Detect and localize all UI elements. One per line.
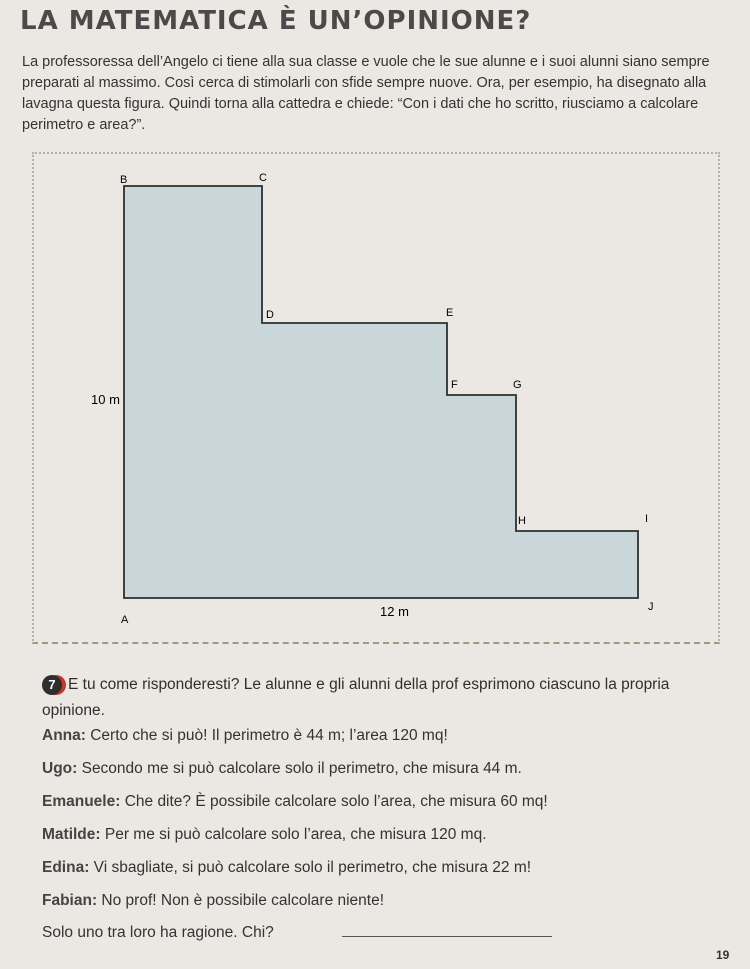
opinion-text: No prof! Non è possibile calcolare niente! — [97, 892, 385, 909]
opinion-name: Anna: — [42, 727, 86, 744]
staircase-polygon — [124, 186, 638, 598]
page-number: 19 — [716, 948, 730, 962]
opinion-name: Ugo: — [42, 760, 78, 777]
vertex-label-g: G — [513, 379, 522, 391]
opinion-text: Che dite? È possibile calcolare solo l’area, che misura 60 mq! — [120, 793, 548, 810]
opinion-edina — [42, 858, 732, 878]
opinions-list — [42, 726, 732, 924]
opinion-name: Fabian: — [42, 892, 98, 909]
opinion-text: Secondo me si può calcolare solo il perimetro, che misura 44 m. — [77, 760, 522, 777]
vertex-label-i: I — [645, 513, 649, 525]
dimension-left-label: 10 m — [91, 392, 120, 407]
vertex-label-c: C — [259, 172, 267, 184]
opinion-name: Emanuele: — [42, 793, 121, 810]
question-prompt — [42, 672, 732, 724]
page-title: LA MATEMATICA È UN’OPINIONE? — [20, 6, 532, 36]
opinion-text: Per me si può calcolare solo l’area, che misura 120 mq. — [100, 826, 487, 843]
vertex-label-d: D — [266, 309, 274, 321]
intro-paragraph: La professoressa dell’Angelo ci tiene alla sua classe e vuole che le sue alunne e i suoi alunni siano sempre preparati al massimo. Così cerca di stimolarli con sfide sempre nuove. Ora, per esempio, ha disegnato alla lavagna questa figura. Quindi torna alla cattedra e chiede: “Con i dati che ho scritto, riusciamo a calcolare perimetro e area?”. — [22, 54, 710, 133]
opinion-matilde — [42, 825, 732, 845]
opinion-name: Edina: — [42, 859, 90, 876]
opinion-fabian — [42, 891, 732, 911]
opinion-name: Matilde: — [42, 826, 101, 843]
question-text: E tu come risponderesti? Le alunne e gli alunni della prof esprimono ciascuno la propria opinione. — [42, 676, 670, 719]
answer-line[interactable] — [342, 936, 552, 937]
opinion-text: Certo che si può! Il perimetro è 44 m; l’area 120 mq! — [85, 727, 448, 744]
opinion-text: Vi sbagliate, si può calcolare solo il perimetro, che misura 22 m! — [89, 859, 532, 876]
vertex-label-a: A — [121, 614, 129, 626]
vertex-label-h: H — [518, 515, 526, 527]
dimension-bottom-label: 12 m — [380, 604, 409, 619]
question-number-badge: 7 — [42, 675, 62, 695]
vertex-label-e: E — [446, 307, 454, 319]
opinion-ugo — [42, 759, 732, 779]
vertex-label-f: F — [451, 379, 458, 391]
opinion-anna — [42, 726, 732, 746]
opinion-emanuele — [42, 792, 732, 812]
vertex-label-b: B — [120, 174, 128, 186]
vertex-label-j: J — [648, 601, 654, 613]
closing-question: Solo uno tra loro ha ragione. Chi? — [42, 924, 274, 941]
